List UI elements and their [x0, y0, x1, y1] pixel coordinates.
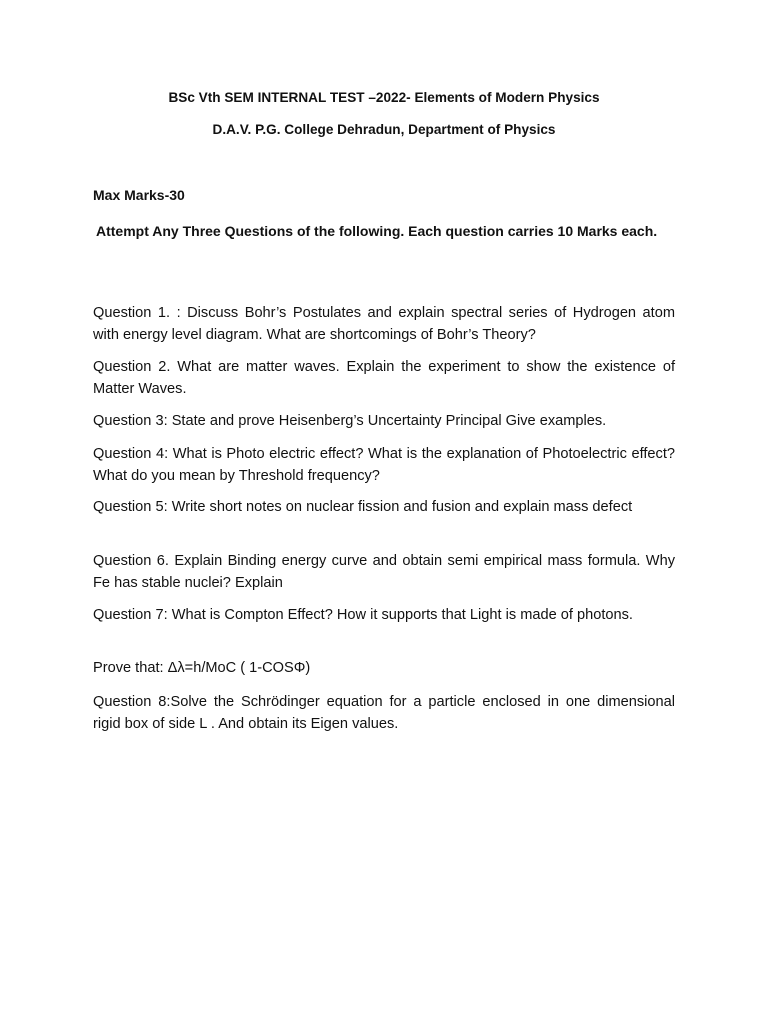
instructions: Attempt Any Three Questions of the following. Each question carries 10 Marks each.	[96, 223, 658, 239]
institution-line: D.A.V. P.G. College Dehradun, Department of Physics	[212, 122, 556, 137]
question-6: Question 6. Explain Binding energy curve and obtain semi empirical mass formula. Why Fe has stable nuclei? Explain	[93, 553, 675, 591]
max-marks: Max Marks-30	[93, 187, 185, 203]
question-8: Question 8:Solve the Schrödinger equation for a particle enclosed in one dimensional rigid box of side L . And obtain its Eigen values.	[93, 694, 675, 732]
question-5: Question 5: Write short notes on nuclear fission and fusion and explain mass defect	[93, 499, 633, 515]
exam-title: BSc Vth SEM INTERNAL TEST –2022- Elements of Modern Physics	[168, 90, 600, 105]
question-4: Question 4: What is Photo electric effect? What is the explanation of Photoelectric effect? What do you mean by Threshold frequency?	[93, 446, 675, 484]
question-2: Question 2. What are matter waves. Explain the experiment to show the existence of Matter Waves.	[93, 359, 675, 397]
question-3: Question 3: State and prove Heisenberg’s Uncertainty Principal Give examples.	[93, 413, 607, 429]
compton-formula: Prove that: Δλ=h/MoC ( 1-COSΦ)	[93, 660, 311, 676]
question-1: Question 1. : Discuss Bohr’s Postulates and explain spectral series of Hydrogen atom with energy level diagram. What are shortcomings of Bohr’s Theory?	[93, 305, 675, 343]
question-7: Question 7: What is Compton Effect? How it supports that Light is made of photons.	[93, 607, 633, 623]
